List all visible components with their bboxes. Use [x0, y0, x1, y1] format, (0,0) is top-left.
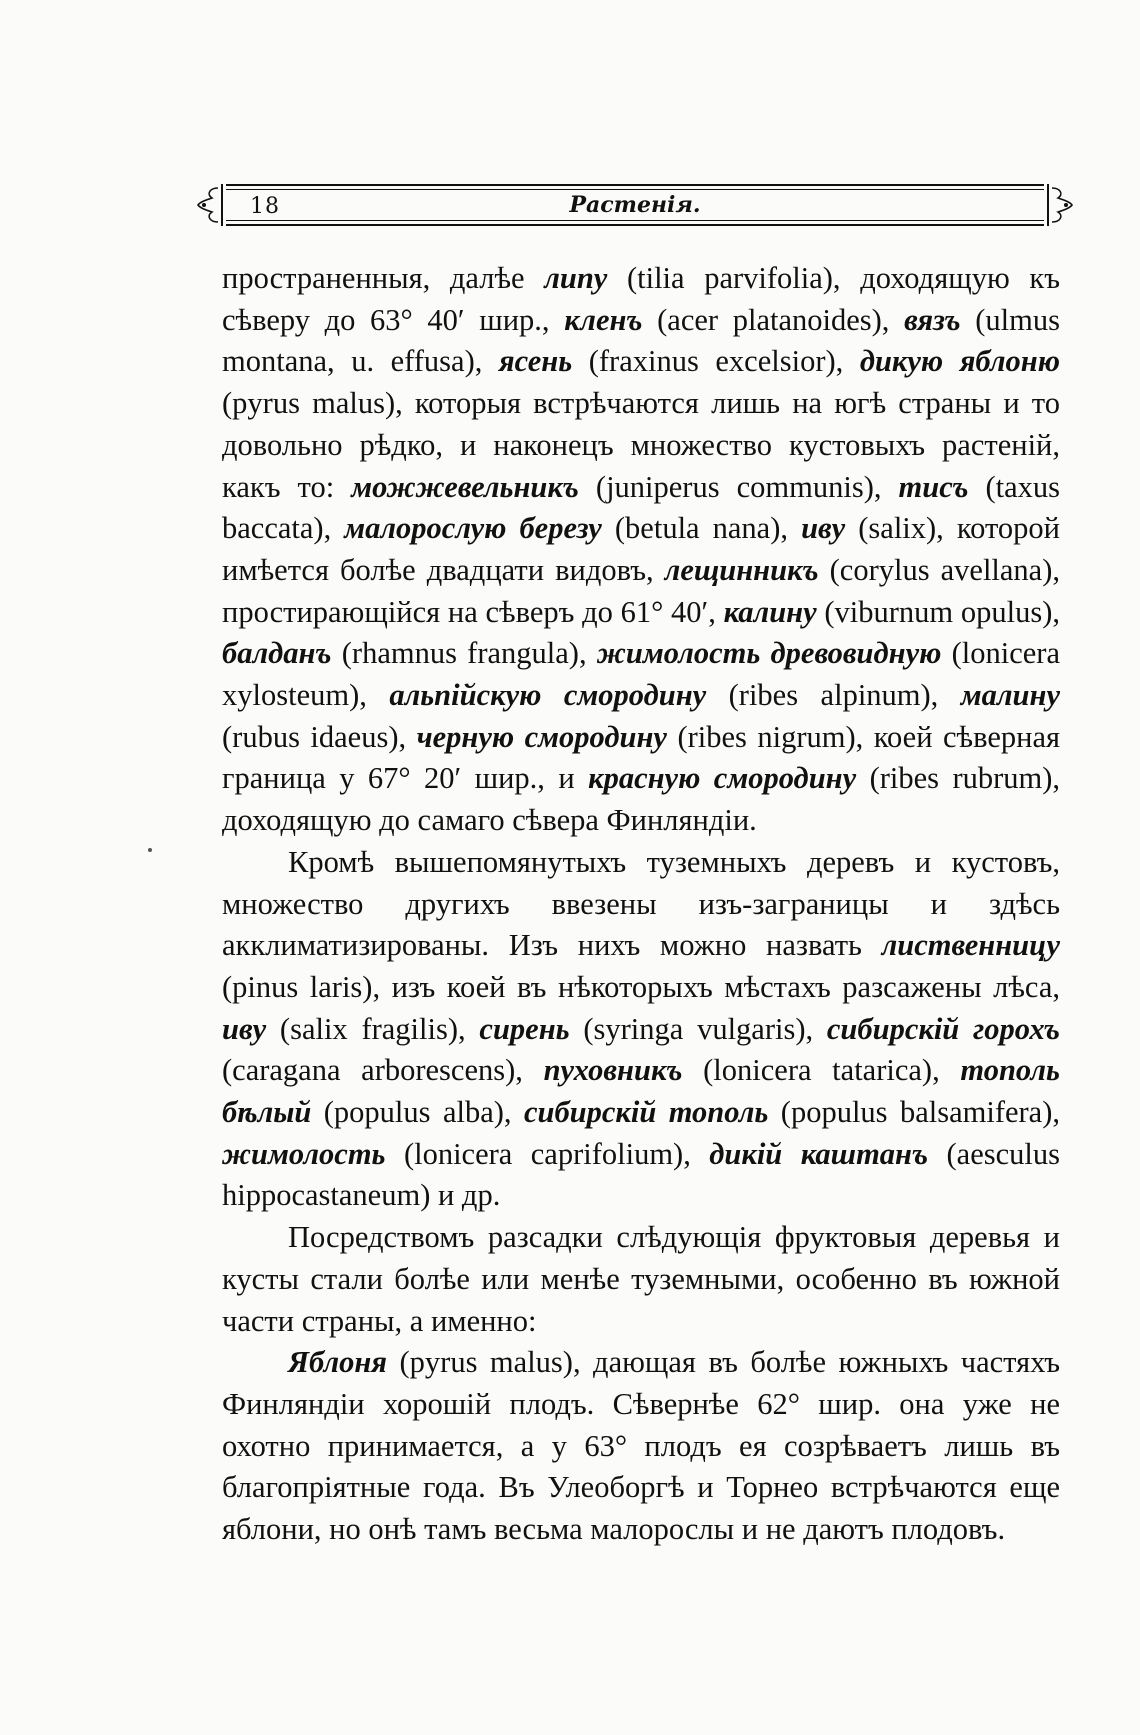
italic-term: лещинникъ [664, 552, 819, 587]
text-run: (syringa vulgaris), [569, 1011, 827, 1046]
text-run: (salix fragilis), [266, 1011, 480, 1046]
italic-term: Яблоня [288, 1345, 388, 1380]
page-number: 18 [250, 194, 280, 219]
stray-ink-mark [148, 848, 152, 852]
text-run: (viburnum opulus), [816, 594, 1060, 629]
running-head: Растенія. [569, 192, 701, 218]
text-run: (acer platanoides), [642, 302, 905, 337]
italic-term: сибирскій горохъ [826, 1011, 1060, 1046]
italic-term: дикій каштанъ [709, 1136, 929, 1171]
text-run: Посредствомъ разсадки слѣдующія фруктовыя деревья и кусты стали болѣе или менѣе туземными, особенно въ южной части страны, а именно: [222, 1220, 1060, 1338]
text-run: пространенныя, далѣе [222, 261, 545, 295]
italic-term: малорослую березу [344, 511, 602, 546]
text-run: (juniperus communis), [578, 469, 899, 504]
italic-term: ясень [498, 344, 573, 379]
italic-term: иву [222, 1011, 267, 1046]
italic-term: калину [723, 594, 817, 629]
text-run: (ulmus montana, u. effusa), [222, 302, 1060, 379]
italic-term: жимолость [222, 1136, 386, 1171]
text-run: (rubus idaeus), [222, 719, 417, 754]
text-run: (betula nana), [601, 511, 802, 546]
text-run: (tilia parvifolia), доходящую къ сѣверу до 63° 40′ шир., [222, 261, 1060, 337]
text-run: Кромѣ вышепомянутыхъ туземныхъ деревъ и кустовъ, множество другихъ ввезены изъ-заграницы и здѣсь акклиматизированы. Изъ нихъ можно назвать [222, 844, 1060, 963]
paragraph-1 [222, 258, 1060, 842]
text-run: (ribes nigrum), коей сѣверная граница у 67° 20′ шир., и [222, 719, 1061, 796]
paragraph-4 [222, 1342, 1060, 1551]
page-header [196, 170, 1074, 230]
text-run: (populus alba), [311, 1095, 524, 1130]
ornament-right-icon [1040, 180, 1074, 230]
italic-term: черную смородину [416, 719, 667, 754]
italic-term: тисъ [898, 469, 969, 504]
text-run: (fraxinus excelsior), [572, 344, 860, 379]
text-run: (ribes rubrum), доходящую до самаго сѣвера Финляндіи. [222, 761, 1061, 838]
text-run: (corylus avellana), простирающійся на сѣверъ до 61° 40′, [222, 552, 1061, 629]
italic-term: иву [801, 511, 846, 546]
italic-term: жимолость древовидную [596, 636, 942, 671]
text-run: (rhamnus frangula), [331, 636, 597, 671]
text-run: (populus balsamifera), [768, 1095, 1060, 1130]
italic-term: пуховникъ [543, 1053, 683, 1088]
italic-term: сибирскій тополь [523, 1095, 769, 1130]
text-run: (lonicera caprifolium), [385, 1136, 710, 1171]
italic-term: малину [960, 678, 1060, 713]
italic-term: сирень [479, 1011, 570, 1046]
italic-term: тополь бѣлый [222, 1053, 1060, 1130]
paragraph-3 [222, 1217, 1060, 1342]
text-run: (pyrus malus), дающая въ болѣе южныхъ частяхъ Финляндіи хорошій плодъ. Сѣвернѣе 62° шир. она уже не охотно принимается, а у 63° плодъ ея созрѣваетъ лишь въ благопріятные года. Въ Улеоборгѣ и Торнео встрѣчаются еще яблони, но онѣ тамъ весьма малорослы и не даютъ плодовъ. [222, 1345, 1060, 1547]
text-run: (taxus baccata), [222, 469, 1060, 546]
text-run: (pinus laris), изъ коей въ нѣкоторыхъ мѣстахъ разсажены лѣса, [222, 969, 1060, 1004]
text-run: (aesculus hippocastaneum) и др. [222, 1136, 1060, 1213]
text-run: (lonicera tatarica), [682, 1053, 961, 1088]
italic-term: красную смородину [588, 761, 857, 796]
italic-term: вязъ [904, 302, 961, 337]
italic-term: кленъ [564, 302, 643, 337]
paragraph-2 [222, 842, 1060, 1217]
text-run: (caragana arborescens), [222, 1053, 544, 1088]
text-run: (pyrus malus), которыя встрѣчаются лишь на югѣ страны и то довольно рѣдко, и наконецъ множество кустовыхъ растеній, какъ то: [222, 386, 1060, 504]
italic-term: альпійскую смородину [389, 678, 707, 713]
text-run: (lonicera xylosteum), [222, 636, 1060, 713]
body-text [222, 258, 1060, 1551]
text-run: (salix), которой имѣется болѣе двадцати видовъ, [222, 511, 1060, 587]
italic-term: липу [544, 261, 608, 295]
italic-term: балданъ [222, 636, 332, 671]
italic-term: лиственницу [881, 928, 1060, 963]
text-run: (ribes alpinum), [706, 678, 961, 713]
italic-term: дикую яблоню [859, 344, 1060, 379]
italic-term: можжевельникъ [351, 469, 579, 504]
